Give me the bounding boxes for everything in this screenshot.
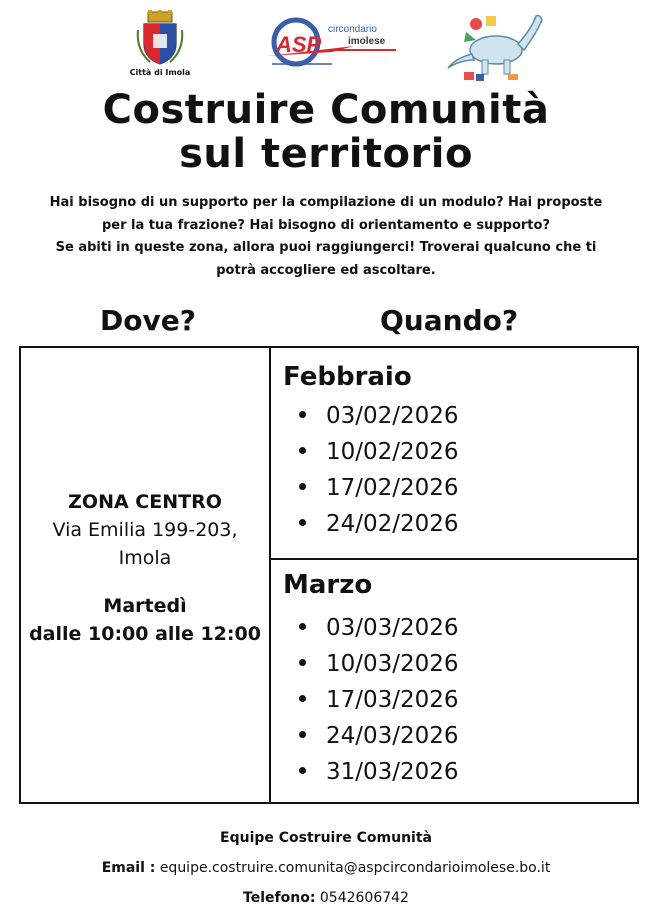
bullet-icon (299, 767, 306, 774)
location-cell (21, 488, 269, 648)
bullet-icon (299, 519, 306, 526)
team-name: Equipe Costruire Comunità (220, 830, 432, 846)
email-link[interactable]: equipe.costruire.comunita@aspcircondarioimolese.bo.it (159, 860, 551, 876)
table-column-divider (269, 348, 271, 802)
intro-text (6, 192, 646, 282)
list-item (299, 610, 459, 646)
list-item (299, 434, 459, 470)
list-item (299, 754, 459, 790)
dinosaur-icon (446, 10, 546, 84)
bullet-icon (299, 623, 306, 630)
contact-footer (0, 826, 652, 916)
email-row (0, 856, 652, 886)
phone-number[interactable]: 0542606742 (319, 890, 409, 906)
asp-logo-text: ASP (276, 32, 322, 57)
date-text: 24/02/2026 (326, 511, 459, 537)
date-text: 17/02/2026 (326, 475, 459, 501)
phone-label: Telefono: (243, 890, 316, 906)
february-dates-list (299, 398, 459, 542)
date-text: 10/03/2026 (326, 651, 459, 677)
logo-bar (0, 6, 652, 86)
asp-logo-icon (262, 16, 402, 72)
list-item (299, 398, 459, 434)
meeting-hours: dalle 10:00 alle 12:00 (29, 623, 261, 645)
when-heading: Quando? (380, 304, 519, 337)
title-line-1: Costruire Comunità (102, 87, 550, 133)
month-heading-march: Marzo (283, 570, 373, 600)
asp-logo-sub2: imolese (348, 36, 386, 47)
address-line-1: Via Emilia 199-203, (52, 519, 238, 541)
intro-line-2: per la tua frazione? Hai bisogno di orientamento e supporto? (101, 217, 550, 233)
list-item (299, 506, 459, 542)
citta-di-imola-logo (128, 10, 192, 84)
page-title (0, 88, 652, 176)
date-text: 24/03/2026 (326, 723, 459, 749)
intro-line-1: Hai bisogno di un supporto per la compilazione di un modulo? Hai proposte (49, 195, 603, 210)
where-heading: Dove? (100, 304, 196, 337)
date-text: 03/03/2026 (326, 615, 459, 641)
email-label: Email : (101, 860, 156, 876)
date-text: 10/02/2026 (326, 439, 459, 465)
dinosaur-mascot-logo (446, 10, 546, 84)
city-crest-icon (136, 10, 184, 66)
spacer (21, 572, 269, 592)
intro-line-3: Se abiti in queste zona, allora puoi raggiungerci! Troverai qualcuno che ti (55, 240, 597, 255)
list-item (299, 470, 459, 506)
bullet-icon (299, 447, 306, 454)
asp-logo-sub1: circondario (328, 24, 377, 35)
bullet-icon (299, 659, 306, 666)
bullet-icon (299, 695, 306, 702)
asp-circondario-logo (262, 16, 402, 72)
meeting-day: Martedì (103, 595, 187, 617)
date-text: 31/03/2026 (326, 759, 459, 785)
zone-name: ZONA CENTRO (68, 491, 222, 513)
intro-line-4: potrà accogliere ed ascoltare. (216, 262, 436, 278)
phone-row (0, 886, 652, 916)
date-text: 03/02/2026 (326, 403, 459, 429)
list-item (299, 718, 459, 754)
bullet-icon (299, 411, 306, 418)
address-line-2: Imola (118, 547, 172, 569)
title-line-2: sul territorio (179, 131, 473, 177)
imola-caption: Città di Imola (129, 68, 191, 77)
date-text: 17/03/2026 (326, 687, 459, 713)
list-item (299, 682, 459, 718)
march-dates-list (299, 610, 459, 790)
bullet-icon (299, 483, 306, 490)
list-item (299, 646, 459, 682)
schedule-table (19, 346, 639, 804)
bullet-icon (299, 731, 306, 738)
table-row-divider (271, 558, 637, 560)
month-heading-february: Febbraio (283, 362, 412, 392)
